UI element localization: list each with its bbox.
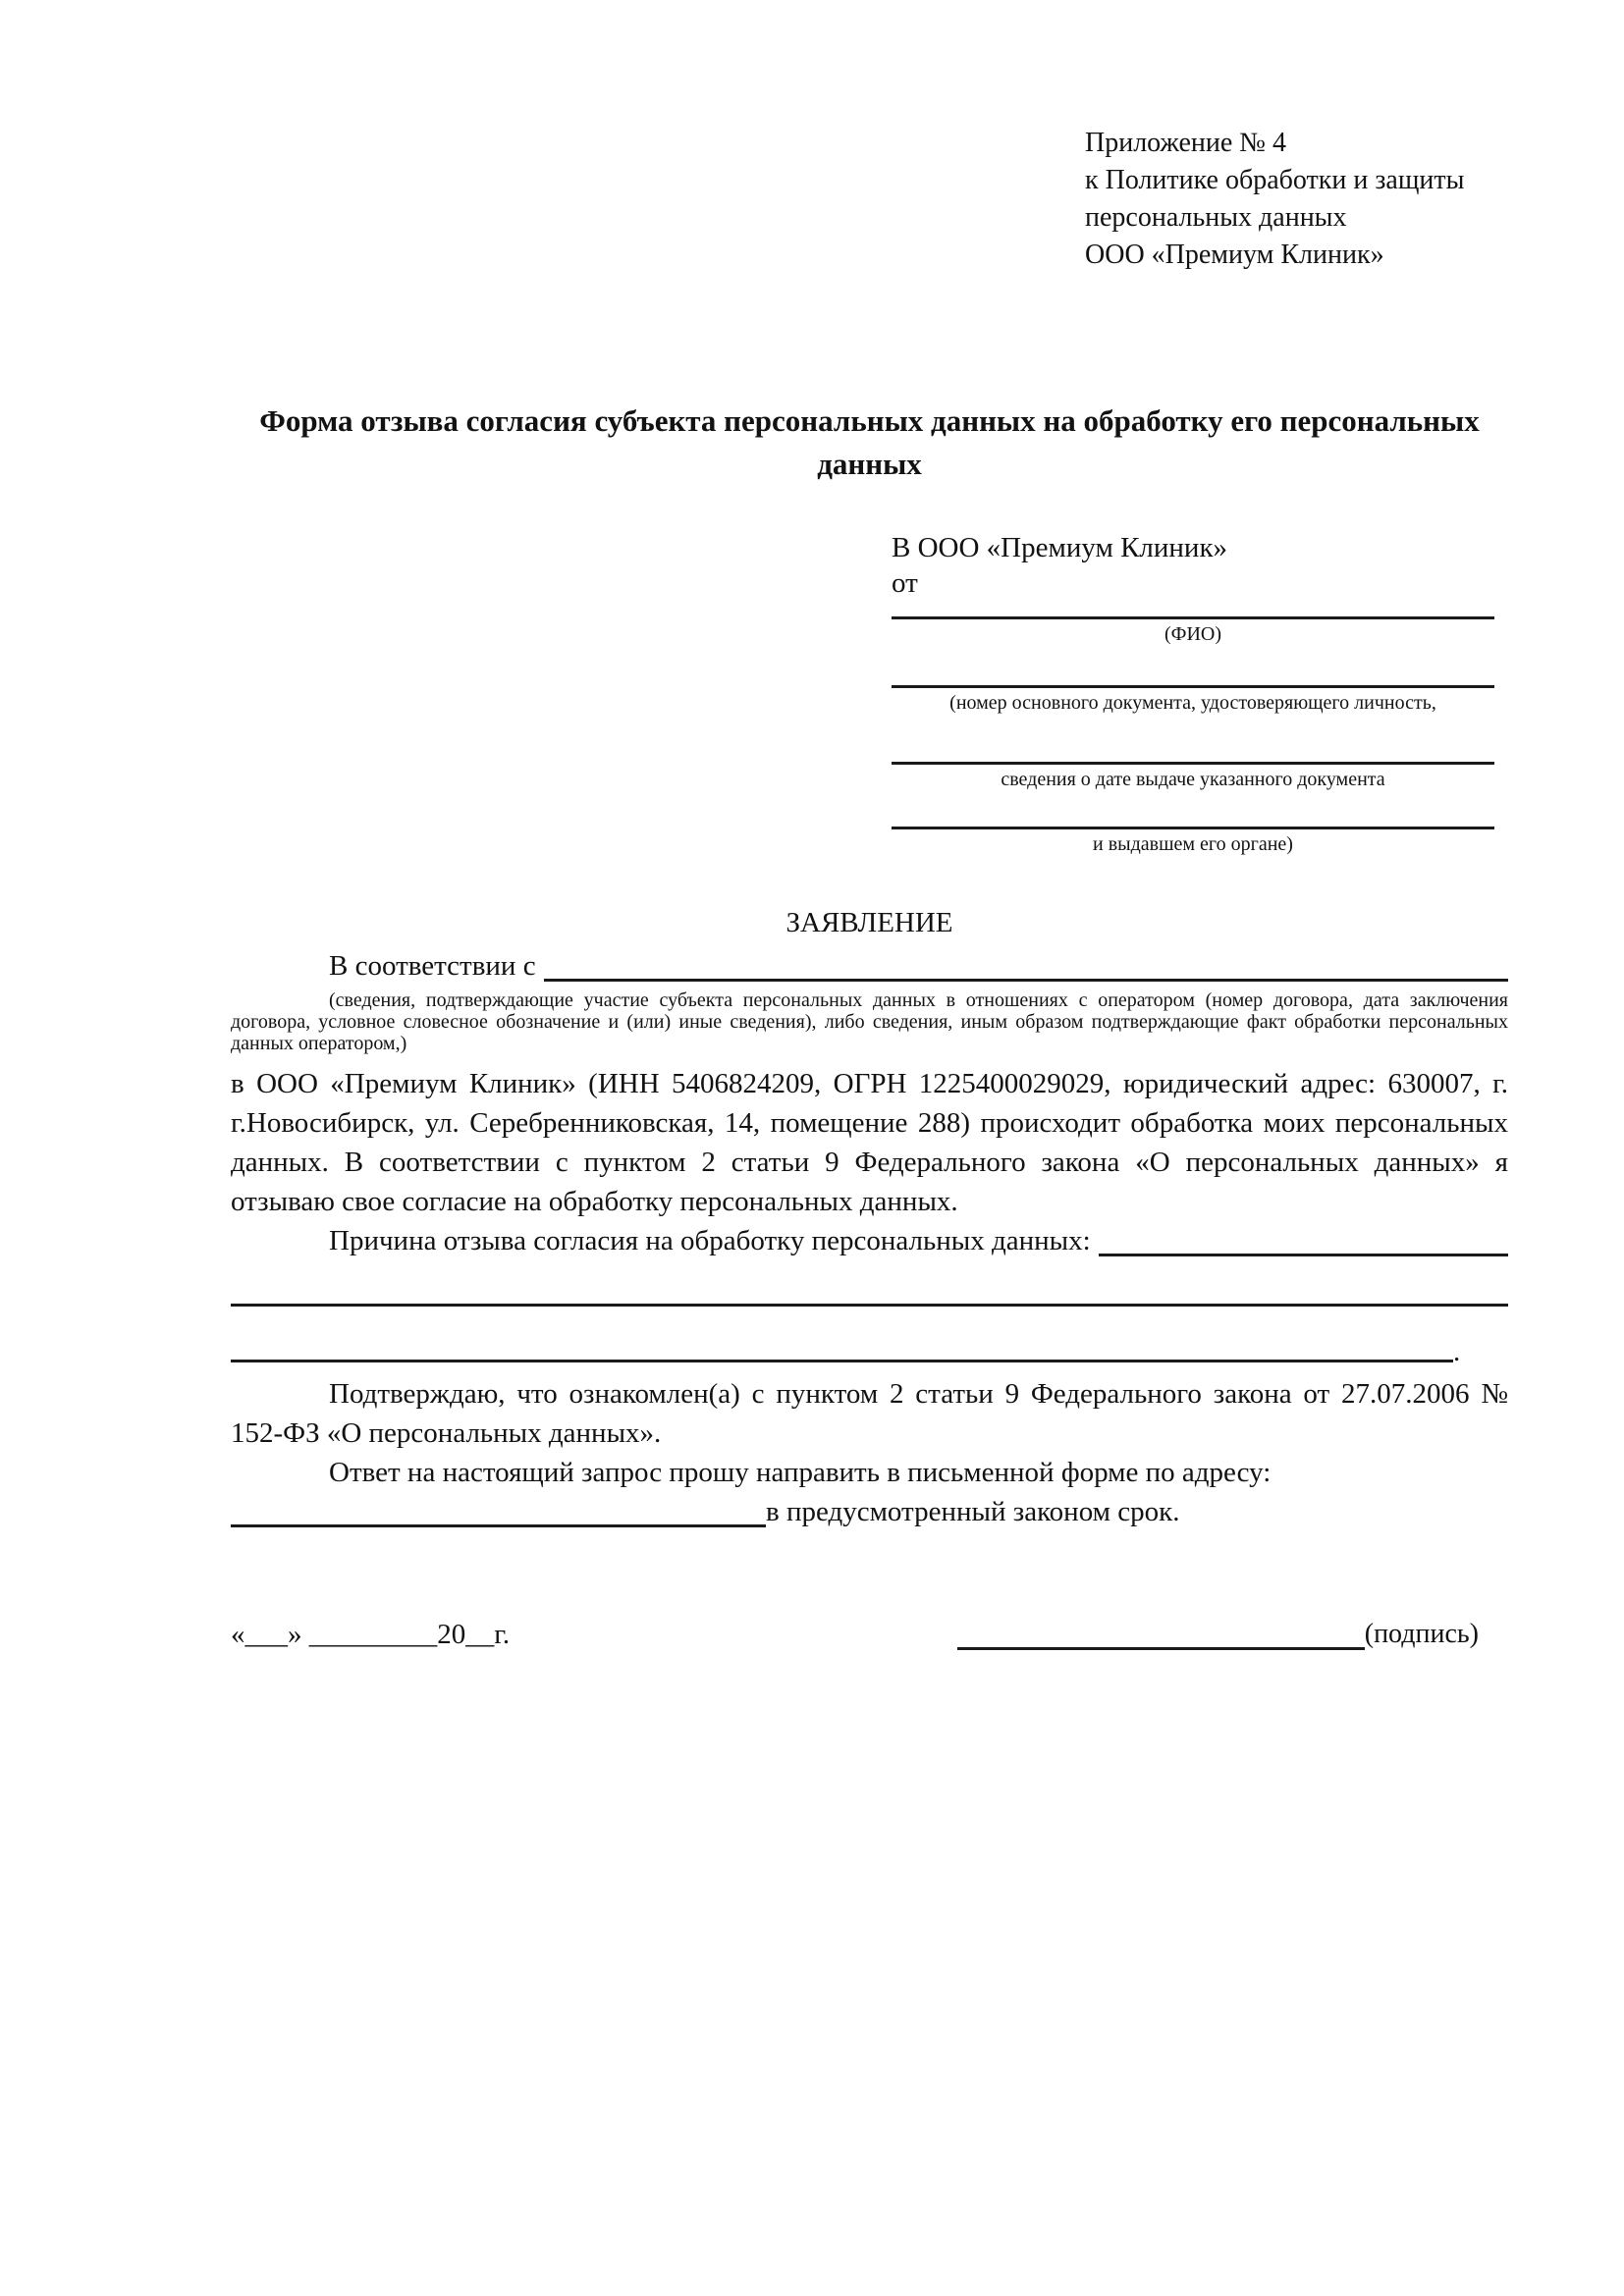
document-number-caption: (номер основного документа, удостоверяющего личность, bbox=[949, 692, 1436, 714]
confirmation-paragraph: Подтверждаю, что ознакомлен(а) с пунктом 2 статьи 9 Федерального закона от 27.07.2006 № 152-ФЗ «О персональных данных». bbox=[231, 1378, 1508, 1449]
statement-heading: ЗАЯВЛЕНИЕ bbox=[785, 907, 953, 938]
addressee-from: от bbox=[892, 567, 918, 599]
in-accordance-blank-line bbox=[544, 979, 1508, 982]
reason-label: Причина отзыва согласия на обработку персональных данных: bbox=[329, 1225, 1091, 1256]
document-number-blank-line bbox=[892, 685, 1494, 715]
addressee-to: В ООО «Премиум Клиник» bbox=[892, 532, 1228, 563]
issuing-authority-blank-line bbox=[892, 827, 1494, 856]
appendix-block bbox=[1085, 125, 1508, 274]
issue-date-blank-line bbox=[892, 762, 1494, 791]
reason-continuation-line-1 bbox=[231, 1304, 1508, 1307]
reason-blank-line bbox=[1099, 1254, 1508, 1256]
appendix-line: Приложение № 4 bbox=[1085, 128, 1286, 158]
footer-row bbox=[231, 1615, 1508, 1654]
main-paragraph: в ООО «Премиум Клиник» (ИНН 5406824209, ОГРН 1225400029029, юридический адрес: 630007, г. г.Новосибирск, ул. Серебренниковская, 14, помещение 288) происходит обработка моих персональных данных. В соответствии с пунктом 2 статьи 9 Федерального закона «О персональных данных» я отзываю свое согласие на обработку персональных данных. bbox=[231, 1068, 1508, 1217]
reason-continuation-line-2 bbox=[231, 1338, 1508, 1366]
fio-caption: (ФИО) bbox=[1164, 623, 1221, 645]
footnote-text: (сведения, подтверждающие участие субъекта персональных данных в отношениях с оператором (номер договора, дата заключения договора, условное словесное обозначение и (или) иные сведения), либо сведения, иным образом подтверждающие факт обработки персональных данных оператором,) bbox=[231, 989, 1508, 1054]
signature-blank-line bbox=[957, 1647, 1365, 1650]
line-end-period: . bbox=[1453, 1336, 1461, 1367]
reply-tail-text: в предусмотренный законом срок. bbox=[766, 1496, 1180, 1527]
address-blank-line bbox=[231, 1524, 766, 1527]
issuing-authority-caption: и выдавшем его органе) bbox=[1093, 833, 1293, 855]
reason-continuation-blank bbox=[231, 1360, 1453, 1362]
addressee-block bbox=[892, 530, 1494, 856]
appendix-line: ООО «Премиум Клиник» bbox=[1085, 240, 1384, 270]
fio-blank-line bbox=[892, 616, 1494, 646]
signature-area bbox=[957, 1615, 1479, 1654]
reason-row bbox=[231, 1221, 1508, 1260]
appendix-line: персональных данных bbox=[1085, 202, 1347, 233]
issue-date-caption: сведения о дате выдаче указанного документа bbox=[1001, 769, 1385, 790]
date-blank: «___» _________20__г. bbox=[231, 1619, 511, 1650]
appendix-line: к Политике обработки и защиты bbox=[1085, 165, 1465, 195]
reply-paragraph: Ответ на настоящий запрос прошу направить в письменной форме по адресу: bbox=[329, 1457, 1272, 1488]
reply-address-row bbox=[231, 1492, 1508, 1531]
document-title: Форма отзыва согласия субъекта персональных данных на обработку его персональных данных bbox=[259, 403, 1480, 481]
in-accordance-row bbox=[231, 946, 1508, 986]
signature-caption: (подпись) bbox=[1364, 1619, 1479, 1649]
in-accordance-label: В соответствии с bbox=[329, 950, 536, 982]
